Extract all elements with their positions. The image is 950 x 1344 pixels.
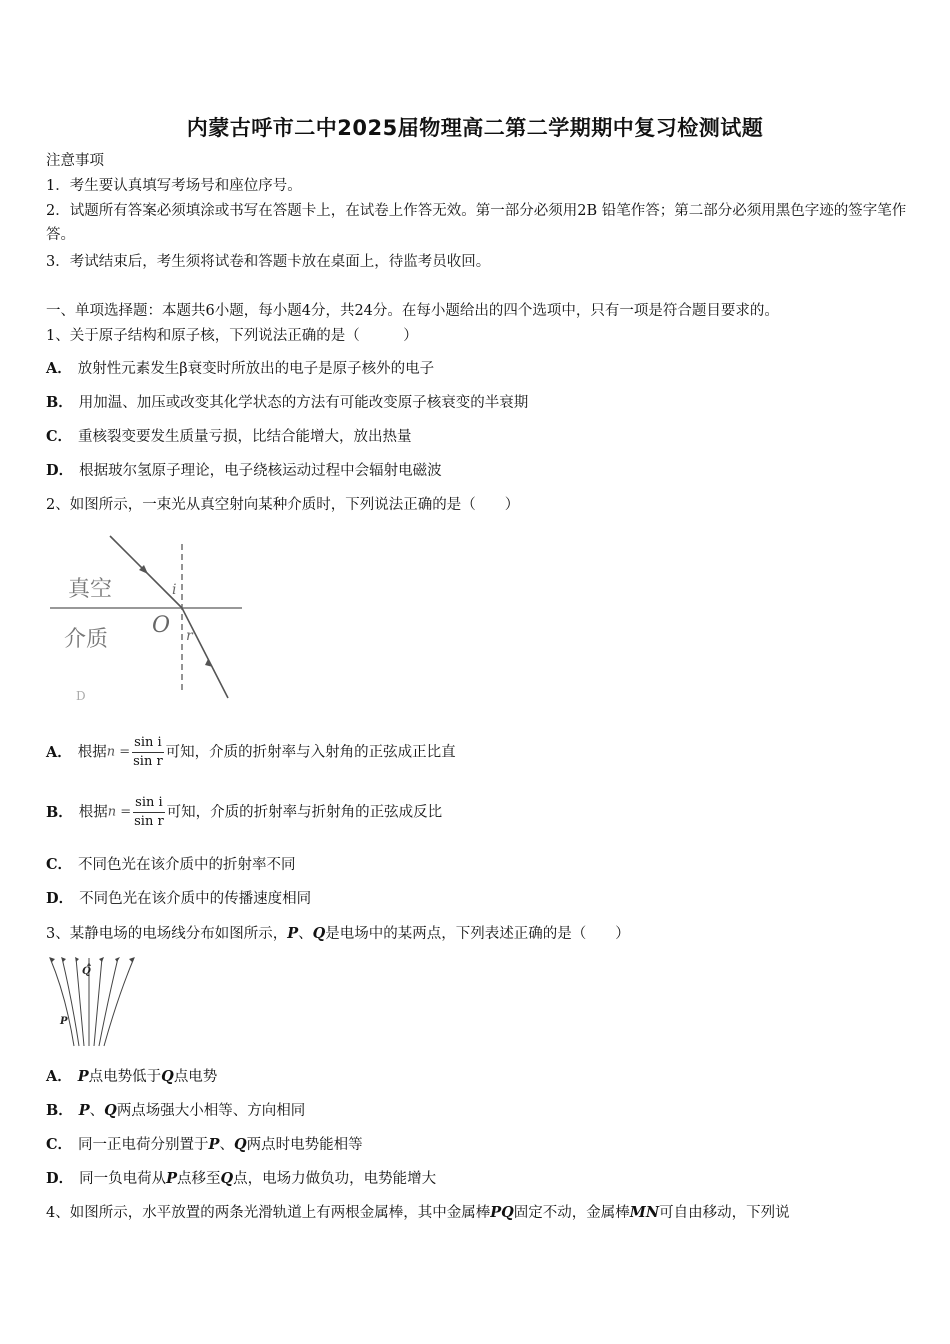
- field-lines: [50, 958, 134, 1046]
- formula-numerator: sin i: [132, 734, 164, 753]
- q2-option-a: [46, 734, 456, 771]
- stem-text: 4、如图所示，水平放置的两条光滑轨道上有两根金属棒，其中金属棒: [46, 1205, 491, 1221]
- option-text: 同一负电荷从: [79, 1171, 167, 1187]
- q1-option-c: [46, 426, 412, 448]
- field-point-p: P: [60, 1016, 68, 1027]
- option-label: A．: [46, 743, 72, 761]
- q1-option-a: [46, 358, 434, 380]
- formula-numerator: sin i: [133, 794, 165, 813]
- label-incident-angle: i: [172, 582, 177, 598]
- option-post: 可知，介质的折射率与入射角的正弦成正比直: [165, 744, 456, 761]
- sine-ratio-formula: [133, 794, 165, 831]
- option-text: 不同色光在该介质中的折射率不同: [78, 857, 296, 873]
- rod-mn: MN: [629, 1204, 660, 1221]
- option-pre: 根据: [78, 804, 108, 821]
- option-label: B．: [46, 1102, 73, 1119]
- notice-item-3: 3．考试结束后，考生须将试卷和答题卡放在桌面上，待监考员收回。: [46, 254, 491, 270]
- point-p: P: [287, 925, 299, 942]
- option-text: 点电势低于: [88, 1069, 162, 1085]
- point-p: P: [77, 1068, 89, 1085]
- option-text: 、: [89, 1103, 105, 1119]
- page-title: 内蒙古呼市二中2025届物理高二第二学期期中复习检测试题: [186, 116, 764, 140]
- option-pre: 根据: [77, 744, 107, 761]
- q3-option-c: [46, 1134, 363, 1156]
- q3-option-b: [46, 1100, 305, 1122]
- option-text: 两点时电势能相等: [246, 1137, 363, 1153]
- formula-lhs: n =: [107, 804, 132, 820]
- stem-text: 3、某静电场的电场线分布如图所示，: [46, 926, 288, 942]
- electric-field-figure: [44, 956, 140, 1050]
- label-medium: 介质: [64, 627, 109, 652]
- question-4-stem: [46, 1202, 790, 1224]
- section-heading: 一、单项选择题：本题共6小题，每小题4分，共24分。在每小题给出的四个选项中，只有一项是符合题目要求的。: [46, 303, 779, 319]
- label-vacuum: 真空: [68, 577, 113, 602]
- option-label: D．: [46, 1170, 74, 1187]
- q2-option-b: [46, 794, 442, 831]
- refraction-figure: [50, 528, 250, 708]
- point-q: Q: [233, 1136, 247, 1153]
- option-text: 点，电场力做负功，电势能增大: [233, 1171, 437, 1187]
- option-label: C．: [46, 1136, 73, 1153]
- option-text: 点移至: [176, 1171, 221, 1187]
- option-label: D．: [46, 890, 74, 907]
- option-text: 不同色光在该介质中的传播速度相同: [79, 891, 312, 907]
- figure-corner-mark: D: [76, 689, 86, 703]
- option-text: 重核裂变要发生质量亏损，比结合能增大，放出热量: [78, 429, 412, 445]
- stem-text: 是电场中的某两点，下列表述正确的是（ ）: [325, 926, 630, 942]
- point-p: P: [208, 1136, 220, 1153]
- notice-item-2: 2．试题所有答案必须填涂或书写在答题卡上，在试卷上作答无效。第一部分必须用2B 铅笔作答；第二部分必须用黑色字迹的签字笔作答。: [46, 203, 907, 243]
- option-text: 两点场强大小相等、方向相同: [116, 1103, 306, 1119]
- option-label: C．: [46, 428, 73, 445]
- option-text: 根据玻尔氢原子理论，电子绕核运动过程中会辐射电磁波: [79, 463, 442, 479]
- question-3-stem: [46, 923, 630, 945]
- point-q: Q: [312, 925, 326, 942]
- q3-option-d: [46, 1168, 436, 1190]
- option-text: 用加温、加压或改变其化学状态的方法有可能改变原子核衰变的半衰期: [78, 395, 529, 411]
- option-label: C．: [46, 856, 73, 873]
- field-point-q: Q: [82, 966, 91, 977]
- option-text: 点电势: [173, 1069, 218, 1085]
- question-2-stem: 2、如图所示，一束光从真空射向某种介质时，下列说法正确的是（ ）: [46, 497, 520, 513]
- point-q: Q: [104, 1102, 117, 1119]
- q3-option-a: [46, 1066, 217, 1088]
- q1-option-b: [46, 392, 528, 414]
- option-label: A．: [46, 360, 72, 377]
- label-refraction-angle: r: [186, 628, 193, 644]
- stem-text: 、: [298, 926, 313, 942]
- notice-heading: 注意事项: [46, 153, 104, 169]
- option-text: 放射性元素发生β衰变时所放出的电子是原子核外的电子: [77, 361, 435, 377]
- option-text: 同一正电荷分别置于: [78, 1137, 209, 1153]
- sine-ratio-formula: [132, 734, 164, 771]
- formula-denominator: sin r: [134, 814, 164, 829]
- point-q: Q: [220, 1170, 234, 1187]
- notice-item-1: 1．考生要认真填写考场号和座位序号。: [46, 178, 302, 194]
- point-p: P: [78, 1102, 90, 1119]
- stem-text: 可自由移动，下列说: [659, 1205, 790, 1221]
- formula-lhs: n =: [106, 744, 131, 760]
- label-origin: O: [152, 613, 171, 638]
- field-arrow-icons: [49, 957, 135, 966]
- point-q: Q: [161, 1068, 174, 1085]
- rod-pq: PQ: [490, 1204, 514, 1221]
- option-label: D．: [46, 462, 74, 479]
- option-label: B．: [46, 394, 73, 411]
- stem-text: 固定不动，金属棒: [513, 1205, 630, 1221]
- q2-option-c: [46, 854, 296, 876]
- option-label: B．: [46, 803, 73, 821]
- q1-option-d: [46, 460, 442, 482]
- option-text: 、: [219, 1137, 234, 1153]
- point-p: P: [166, 1170, 177, 1187]
- option-post: 可知，介质的折射率与折射角的正弦成反比: [166, 804, 443, 821]
- refracted-ray: [182, 608, 228, 698]
- q2-option-d: [46, 888, 311, 910]
- formula-denominator: sin r: [133, 754, 163, 769]
- option-label: A．: [46, 1068, 72, 1085]
- question-1-stem: 1、关于原子结构和原子核，下列说法正确的是（ ）: [46, 328, 418, 344]
